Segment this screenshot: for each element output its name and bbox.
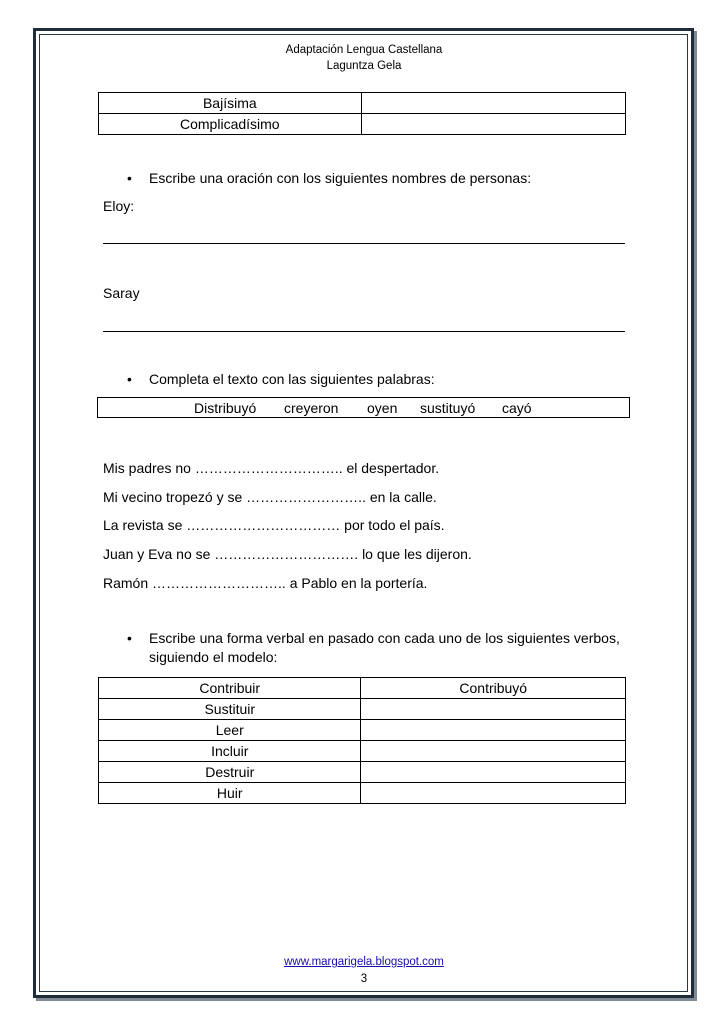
fill-sentence: La revista se …………………………… por todo el país.: [103, 517, 445, 533]
header-title: Adaptación Lengua Castellana: [285, 44, 443, 56]
fill-sentence: Mis padres no ………………………….. el despertador.: [103, 460, 440, 476]
word-bank-item: Distribuyó: [194, 400, 257, 416]
word-bank: [97, 397, 630, 418]
table-cell-past: Contribuyó: [361, 678, 626, 699]
fill-sentence: Juan y Eva no se …………………………. lo que les dijeron.: [103, 546, 472, 562]
table-cell-verb: Incluir: [99, 741, 361, 762]
bullet-icon: •: [127, 630, 132, 646]
table-cell-word: Complicadísimo: [99, 114, 362, 135]
table-cell-verb: Sustituir: [99, 699, 361, 720]
bullet-icon: •: [127, 170, 132, 186]
page-number: 3: [360, 973, 368, 985]
name-label-eloy: Eloy:: [103, 198, 135, 214]
word-bank-item: cayó: [502, 400, 532, 416]
table-cell-past[interactable]: [361, 720, 626, 741]
instruction-text: Escribe una oración con los siguientes nombres de personas:: [149, 170, 532, 186]
answer-line-eloy[interactable]: [103, 243, 625, 244]
table-cell-verb: Contribuir: [99, 678, 361, 699]
table-cell-verb: Leer: [99, 720, 361, 741]
table-row: [99, 720, 626, 741]
fill-sentence: Mi vecino tropezó y se …………………….. en la calle.: [103, 489, 437, 505]
footer-link[interactable]: www.margarigela.blogspot.com: [284, 956, 444, 968]
table-cell-past[interactable]: [361, 762, 626, 783]
superlative-table: [98, 92, 626, 135]
table-cell-past[interactable]: [361, 699, 626, 720]
table-row: [99, 93, 626, 114]
table-row: [99, 114, 626, 135]
table-cell-answer[interactable]: [361, 114, 625, 135]
table-cell-past[interactable]: [361, 783, 626, 804]
table-cell-past[interactable]: [361, 741, 626, 762]
instruction-text: Escribe una forma verbal en pasado con cada uno de los siguientes verbos, siguiendo el modelo:: [149, 630, 620, 665]
table-row: [99, 741, 626, 762]
table-cell-answer[interactable]: [361, 93, 625, 114]
answer-line-saray[interactable]: [103, 331, 625, 332]
table-cell-verb: Destruir: [99, 762, 361, 783]
table-row: [99, 762, 626, 783]
header-subtitle: Laguntza Gela: [326, 60, 402, 72]
table-row: [99, 699, 626, 720]
fill-sentence: Ramón ……………………….. a Pablo en la portería.: [103, 575, 428, 591]
verb-table: [98, 677, 626, 804]
word-bank-item: sustituyó: [420, 400, 476, 416]
table-cell-word: Bajísima: [99, 93, 362, 114]
word-bank-item: creyeron: [284, 400, 339, 416]
bullet-icon: •: [127, 371, 132, 387]
table-row: [99, 783, 626, 804]
instruction-text: Completa el texto con las siguientes palabras:: [149, 371, 435, 387]
word-bank-item: oyen: [367, 400, 398, 416]
table-cell-verb: Huir: [99, 783, 361, 804]
table-row: [99, 678, 626, 699]
name-label-saray: Saray: [103, 285, 140, 301]
